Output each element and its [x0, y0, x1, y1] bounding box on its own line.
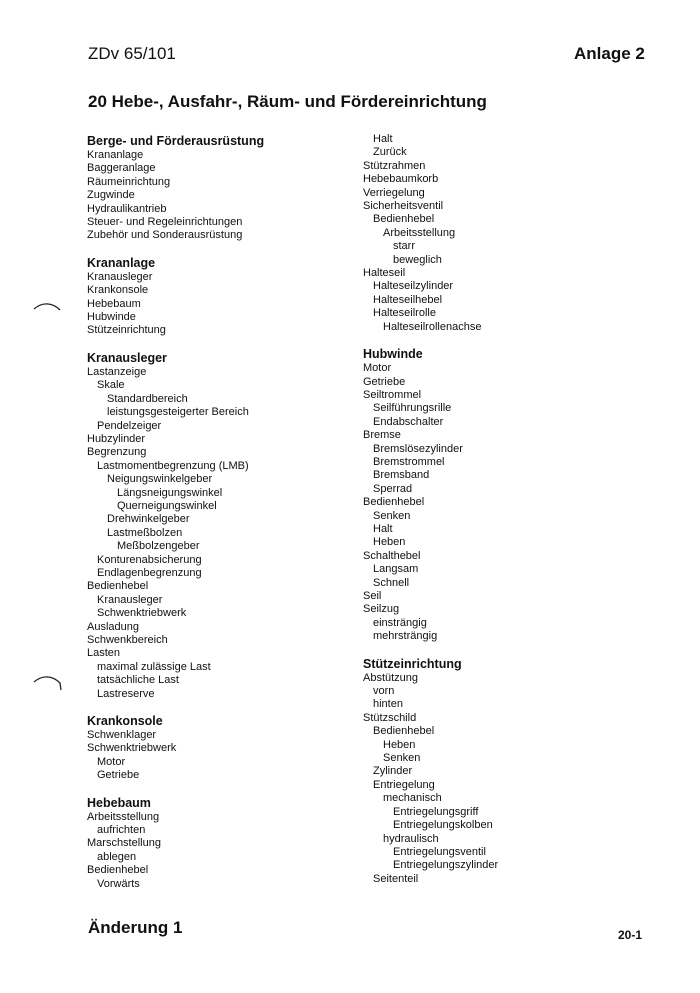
section-heading: Hubwinde	[363, 347, 423, 362]
page-number: 20-1	[618, 928, 643, 942]
list-item: Neigungswinkelgeber	[107, 473, 213, 486]
list-item: Halt	[373, 522, 393, 535]
list-item: Stützschild	[363, 711, 417, 724]
list-item: Senken	[373, 509, 411, 522]
list-item: Längsneigungswinkel	[117, 486, 223, 499]
list-item: Halteseilrolle	[373, 307, 436, 320]
list-item: Konturenabsicherung	[97, 553, 202, 566]
list-item: Lastreserve	[97, 687, 155, 700]
list-item: leistungsgesteigerter Bereich	[107, 406, 249, 419]
list-item: Bedienhebel	[373, 213, 435, 226]
list-item: Bremstrommel	[373, 455, 445, 468]
list-item: Vorwärts	[97, 877, 140, 890]
list-item: Endabschalter	[373, 415, 444, 428]
section-heading: Krananlage	[87, 255, 156, 270]
section-heading: Stützeinrichtung	[363, 656, 462, 671]
list-item: mehrsträngig	[373, 630, 438, 643]
list-item: Hydraulikantrieb	[87, 202, 167, 215]
list-item: Seitenteil	[373, 872, 419, 885]
list-item: einsträngig	[373, 616, 427, 629]
list-item: Ausladung	[87, 620, 139, 633]
amendment-label: Änderung 1	[88, 918, 183, 937]
list-item: Bremsband	[373, 469, 430, 482]
list-item: Arbeitsstellung	[383, 226, 456, 239]
list-item: Hebebaum	[87, 297, 141, 310]
list-item: Getriebe	[363, 375, 406, 388]
section-heading: Krankonsole	[87, 714, 163, 729]
list-item: Sperrad	[373, 482, 413, 495]
list-item: Sicherheitsventil	[363, 200, 444, 213]
list-item: Entriegelung	[373, 778, 435, 791]
list-item: Entriegelungszylinder	[393, 859, 499, 872]
list-item: Halt	[373, 133, 393, 145]
list-item: Lastmomentbegrenzung (LMB)	[97, 459, 249, 472]
list-item: Bedienhebel	[87, 864, 149, 877]
list-item: Entriegelungsgriff	[393, 805, 479, 818]
list-item: Seilführungsrille	[373, 402, 452, 415]
list-item: vorn	[373, 685, 395, 698]
list-item: Kranausleger	[97, 593, 163, 606]
list-item: Langsam	[373, 563, 419, 576]
list-item: Entriegelungskolben	[393, 819, 493, 832]
list-item: Seil	[363, 590, 382, 602]
list-item: Standardbereich	[107, 392, 188, 405]
list-item: Marschstellung	[87, 837, 161, 850]
list-item: Bremse	[363, 429, 401, 442]
list-item: Arbeitsstellung	[87, 810, 160, 823]
list-item: Heben	[383, 738, 416, 751]
list-item: Schwenklager	[87, 729, 157, 742]
list-item: Lastanzeige	[87, 365, 147, 378]
list-item: Verriegelung	[363, 186, 425, 199]
list-item: Seilzug	[363, 603, 400, 616]
list-item: Skale	[97, 379, 125, 392]
list-item: hydraulisch	[383, 832, 439, 845]
list-item: Zylinder	[373, 765, 413, 778]
list-item: Motor	[97, 755, 126, 768]
list-item: Bedienhebel	[363, 496, 425, 509]
list-item: Bedienhebel	[87, 580, 149, 593]
list-item: Stützeinrichtung	[87, 324, 166, 337]
list-item: Heben	[373, 536, 406, 549]
list-item: Halteseil	[363, 267, 406, 280]
list-item: Räumeinrichtung	[87, 175, 171, 188]
list-item: tatsächliche Last	[97, 674, 179, 687]
list-item: Krankonsole	[87, 284, 149, 297]
list-item: Steuer- und Regeleinrichtungen	[87, 216, 243, 229]
list-item: Begrenzung	[87, 446, 147, 459]
list-item: Schwenkbereich	[87, 634, 168, 646]
list-item: ablegen	[97, 850, 137, 863]
list-item: Bedienhebel	[373, 725, 435, 738]
margin-change-mark-icon	[32, 673, 62, 693]
list-item: Stützrahmen	[363, 159, 426, 172]
left-column	[87, 133, 264, 891]
list-item: Seiltrommel	[363, 388, 422, 401]
section-heading: Berge- und Förderausrüstung	[87, 134, 265, 148]
margin-change-mark-icon	[32, 300, 62, 314]
list-item: Getriebe	[97, 769, 140, 782]
list-item: Senken	[383, 752, 421, 765]
list-item: maximal zulässige Last	[97, 660, 211, 673]
list-item: Hubzylinder	[87, 432, 146, 445]
right-column	[363, 133, 498, 886]
list-item: Schnell	[373, 576, 410, 589]
list-item: starr	[393, 240, 415, 253]
list-item: Halteseilhebel	[373, 293, 443, 306]
list-item: Baggeranlage	[87, 162, 156, 175]
chapter-title: 20 Hebe-, Ausfahr-, Räum- und Fördereinrichtung	[88, 92, 487, 111]
list-item: Querneigungswinkel	[117, 499, 217, 512]
section-heading: Kranausleger	[87, 350, 167, 365]
list-item: Motor	[363, 362, 392, 375]
list-item: Hubwinde	[87, 311, 136, 324]
list-item: Halteseilzylinder	[373, 280, 454, 293]
list-item: Meßbolzengeber	[117, 540, 200, 553]
list-item: Entriegelungsventil	[393, 845, 486, 858]
list-item: Zurück	[373, 146, 407, 159]
list-item: Abstützung	[363, 671, 419, 684]
annex-label: Anlage 2	[574, 44, 645, 63]
list-item: Bremslösezylinder	[373, 442, 463, 455]
list-item: beweglich	[393, 253, 442, 266]
list-item: Krananlage	[87, 149, 144, 161]
list-item: Lasten	[87, 647, 121, 660]
list-item: Zubehör und Sonderausrüstung	[87, 229, 243, 242]
section-heading: Hebebaum	[87, 795, 151, 810]
list-item: aufrichten	[97, 824, 146, 837]
list-item: Hebebaumkorb	[363, 173, 439, 186]
list-item: Kranausleger	[87, 270, 153, 283]
list-item: Lastmeßbolzen	[107, 526, 183, 539]
list-item: Schwenktriebwerk	[87, 742, 177, 755]
list-item: Schalthebel	[363, 549, 421, 562]
list-item: Drehwinkelgeber	[107, 513, 190, 526]
list-item: hinten	[373, 698, 403, 711]
list-item: Pendelzeiger	[97, 419, 162, 432]
list-item: Zugwinde	[87, 189, 135, 202]
document-id: ZDv 65/101	[88, 44, 176, 63]
list-item: Schwenktriebwerk	[97, 607, 187, 620]
list-item: Halteseilrollenachse	[383, 320, 482, 333]
list-item: mechanisch	[383, 792, 442, 805]
list-item: Endlagenbegrenzung	[97, 566, 202, 579]
